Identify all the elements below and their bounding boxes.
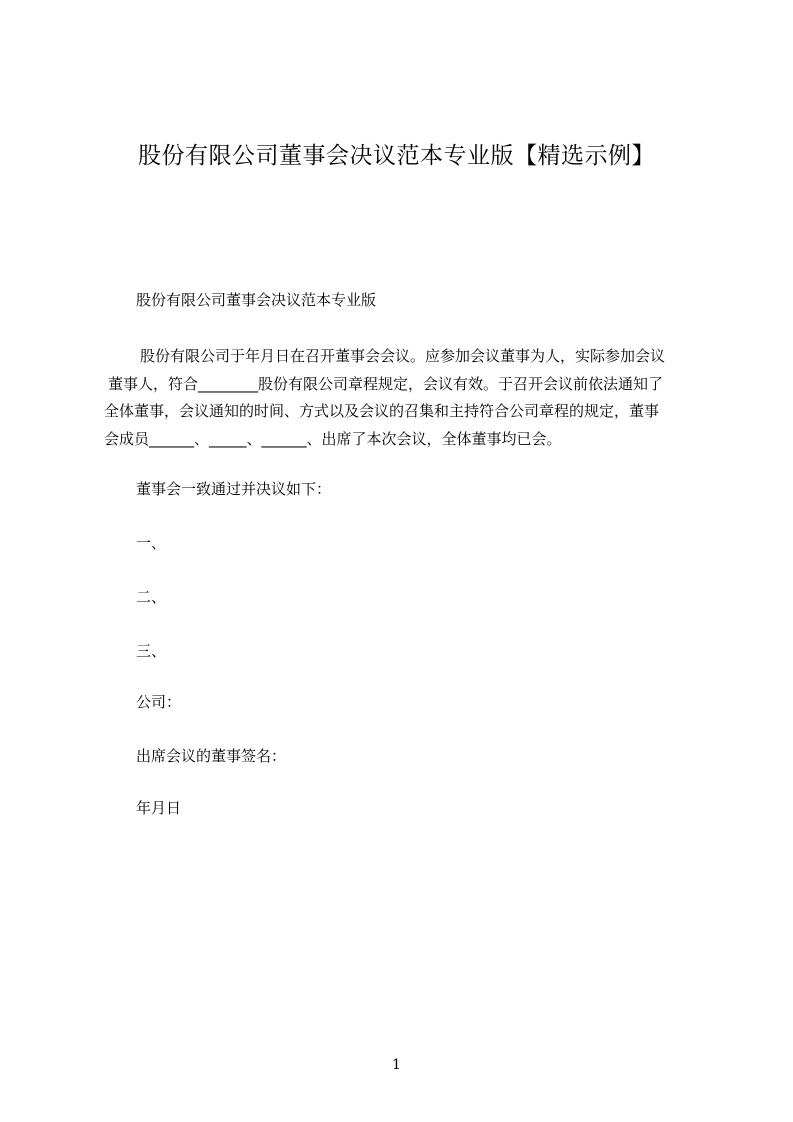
paragraph-line: 会成员______、_____、______、出席了本次会议，全体董事均已会。 <box>104 429 562 448</box>
resolution-intro: 董事会一致通过并决议如下： <box>136 480 332 498</box>
resolution-item-2: 二、 <box>136 588 167 606</box>
paragraph-line: 董事人，符合________股份有限公司章程规定，会议有效。于召开会议前依法通知了 <box>108 374 664 393</box>
resolution-item-3: 三、 <box>136 642 167 660</box>
page-number: 1 <box>392 1057 401 1073</box>
resolution-item-1: 一、 <box>136 534 167 552</box>
paragraph-line: 股份有限公司于年月日在召开董事会会议。应参加会议董事为人，实际参加会议 <box>140 347 666 365</box>
signature-label: 出席会议的董事签名： <box>136 747 287 765</box>
document-subtitle: 股份有限公司董事会决议范本专业版 <box>136 291 377 309</box>
meeting-paragraph <box>104 343 704 453</box>
date-label: 年月日 <box>136 799 182 817</box>
document-title: 股份有限公司董事会决议范本专业版【精选示例】 <box>138 143 655 169</box>
paragraph-line: 全体董事，会议通知的时间、方式以及会议的召集和主持符合公司章程的规定，董事 <box>104 402 660 420</box>
company-label: 公司： <box>136 693 182 711</box>
